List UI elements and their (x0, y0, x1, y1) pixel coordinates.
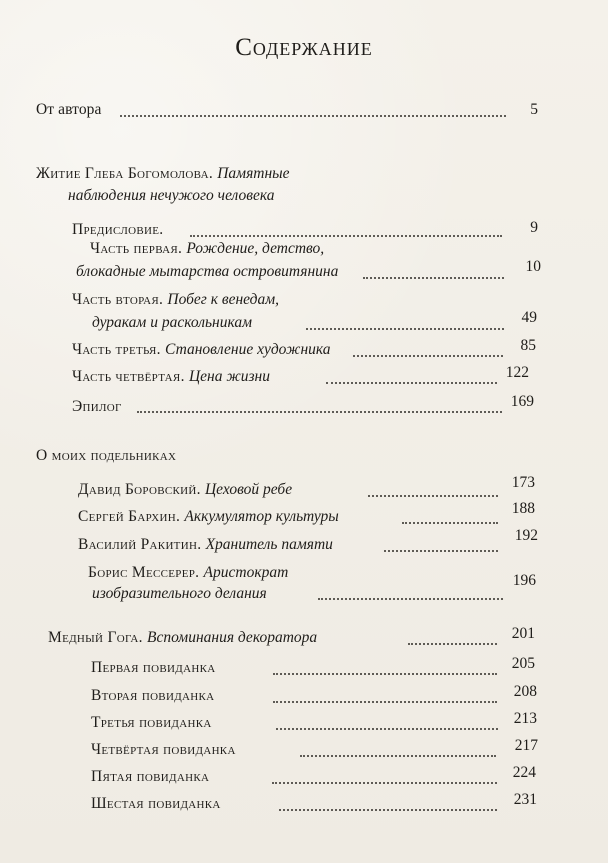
toc-entry-title (72, 221, 163, 239)
toc-page-number: 85 (520, 337, 536, 354)
toc-leader (402, 520, 498, 524)
toc-entry-sixth-povidanka (0, 791, 608, 835)
toc-entry-main-text: Василий Ракитин. (78, 536, 202, 553)
toc-entry-subtitle: Рождение, детство, (186, 240, 325, 257)
toc-page-number: 173 (511, 474, 535, 491)
toc-entry-main-text: Часть вторая. (72, 291, 164, 308)
toc-leader (318, 596, 503, 600)
toc-entry-title (72, 398, 122, 416)
toc-page-number: 231 (513, 791, 537, 808)
toc-entry-title (91, 741, 236, 759)
toc-leader (363, 275, 504, 279)
toc-page-number: 205 (511, 655, 535, 672)
toc-entry-main-text: Часть четвёртая. (72, 368, 185, 385)
toc-entry-subtitle: Становление художника (165, 341, 331, 358)
toc-entry-messerer (0, 564, 608, 604)
toc-leader (273, 699, 497, 703)
toc-entry-title (88, 564, 288, 582)
toc-entry-second-line (68, 187, 274, 205)
toc-entry-main-text: Сергей Бархин. (78, 508, 181, 525)
toc-entry-subtitle: Побег к венедам, (167, 291, 280, 308)
toc-entry-main-text: Давид Боровский. (78, 481, 201, 498)
toc-entry-title (91, 659, 215, 677)
toc-entry-subtitle: Вспоминания декоратора (147, 629, 318, 646)
toc-page-number: 122 (505, 364, 529, 381)
toc-entry-part-two (0, 291, 608, 331)
toc-entry-main-text: Вторая повиданка (91, 687, 215, 704)
toc-entry-main-text: От автора (36, 101, 102, 118)
toc-entry-main-text: Первая повиданка (91, 659, 216, 676)
toc-entry-title (72, 341, 331, 359)
toc-entry-subtitle: Хранитель памяти (205, 536, 333, 553)
toc-entry-subtitle: Аристократ (203, 564, 289, 581)
toc-entry-main-text: Медный Гога. (48, 629, 143, 646)
toc-leader (353, 353, 503, 357)
toc-entry-main-text: Часть первая. (90, 240, 183, 257)
toc-entry-second-line (92, 585, 267, 603)
toc-entry-title (78, 481, 292, 499)
toc-entry-title (90, 240, 324, 258)
toc-entry-zhitie (0, 165, 608, 205)
toc-entry-title (91, 768, 209, 786)
toc-entry-subtitle: Цена жизни (188, 368, 270, 385)
toc-leader (368, 493, 498, 497)
toc-leader (137, 409, 502, 413)
toc-entry-main-text: Четвёртая повиданка (91, 741, 236, 758)
toc-entry-title (36, 101, 102, 119)
toc-entry-subtitle: Аккумулятор культуры (184, 508, 339, 525)
page-title: Содержание (235, 34, 373, 61)
toc-entry-main-text: Эпилог (72, 398, 122, 415)
toc-page-number: 9 (530, 219, 538, 236)
toc-leader (276, 726, 498, 730)
toc-entry-title (78, 508, 339, 526)
toc-page-number: 201 (511, 625, 535, 642)
toc-leader (120, 113, 506, 117)
toc-entry-epilogue (0, 393, 608, 438)
toc-entry-subtitle-continuation: наблюдения нечужого человека (68, 187, 275, 204)
toc-entry-subtitle-continuation: дуракам и раскольникам (92, 314, 252, 331)
toc-page-number: 208 (513, 683, 537, 700)
toc-entry-main-text: Третья повиданка (91, 714, 212, 731)
toc-entry-title (78, 536, 333, 554)
toc-page-number: 169 (510, 393, 534, 410)
toc-leader (300, 753, 496, 757)
toc-entry-subtitle: Памятные (217, 165, 290, 182)
toc-entry-title (91, 795, 221, 813)
toc-leader (190, 233, 502, 237)
toc-entry-main-text: Предисловие. (72, 221, 164, 238)
toc-entry-second-line (76, 263, 338, 281)
toc-entry-title (36, 447, 176, 465)
toc-leader (384, 548, 498, 552)
toc-entry-title (72, 368, 270, 386)
toc-page-number: 217 (514, 737, 538, 754)
toc-entry-main-text: Шестая повиданка (91, 795, 221, 812)
toc-entry-title (91, 714, 212, 732)
toc-leader (272, 780, 497, 784)
toc-entry-title (91, 687, 214, 705)
toc-page-number: 196 (512, 572, 536, 589)
toc-entry-main-text: Борис Мессерер. (88, 564, 200, 581)
toc-page-number: 188 (511, 500, 535, 517)
toc-entry-second-line (92, 314, 252, 332)
toc-leader (306, 326, 504, 330)
toc-entry-main-text: О моих подельниках (36, 447, 177, 464)
toc-page-number: 213 (513, 710, 537, 727)
toc-entry-part-one (0, 240, 608, 280)
toc-leader (326, 380, 497, 384)
toc-page-number: 49 (521, 309, 537, 326)
toc-page-number: 10 (525, 258, 541, 275)
toc-page-number: 224 (512, 764, 536, 781)
toc-page-number: 5 (530, 101, 538, 118)
toc-leader (408, 641, 497, 645)
toc-entry-subtitle-continuation: блокадные мытарства островитянина (76, 263, 339, 280)
toc-entry-main-text: Часть третья. (72, 341, 161, 358)
toc-entry-subtitle-continuation: изобразительного делания (92, 585, 267, 602)
toc-leader (279, 807, 497, 811)
toc-leader (273, 671, 497, 675)
toc-page-number: 192 (514, 527, 538, 544)
toc-entry-title (72, 291, 279, 309)
toc-entry-main-text: Пятая повиданка (91, 768, 210, 785)
toc-entry-main-text: Житие Глеба Богомолова. (36, 165, 214, 182)
toc-entry-title (36, 165, 290, 183)
toc-entry-from-author (0, 101, 608, 141)
toc-entry-subtitle: Цеховой ребе (204, 481, 293, 498)
toc-entry-title (48, 629, 317, 647)
